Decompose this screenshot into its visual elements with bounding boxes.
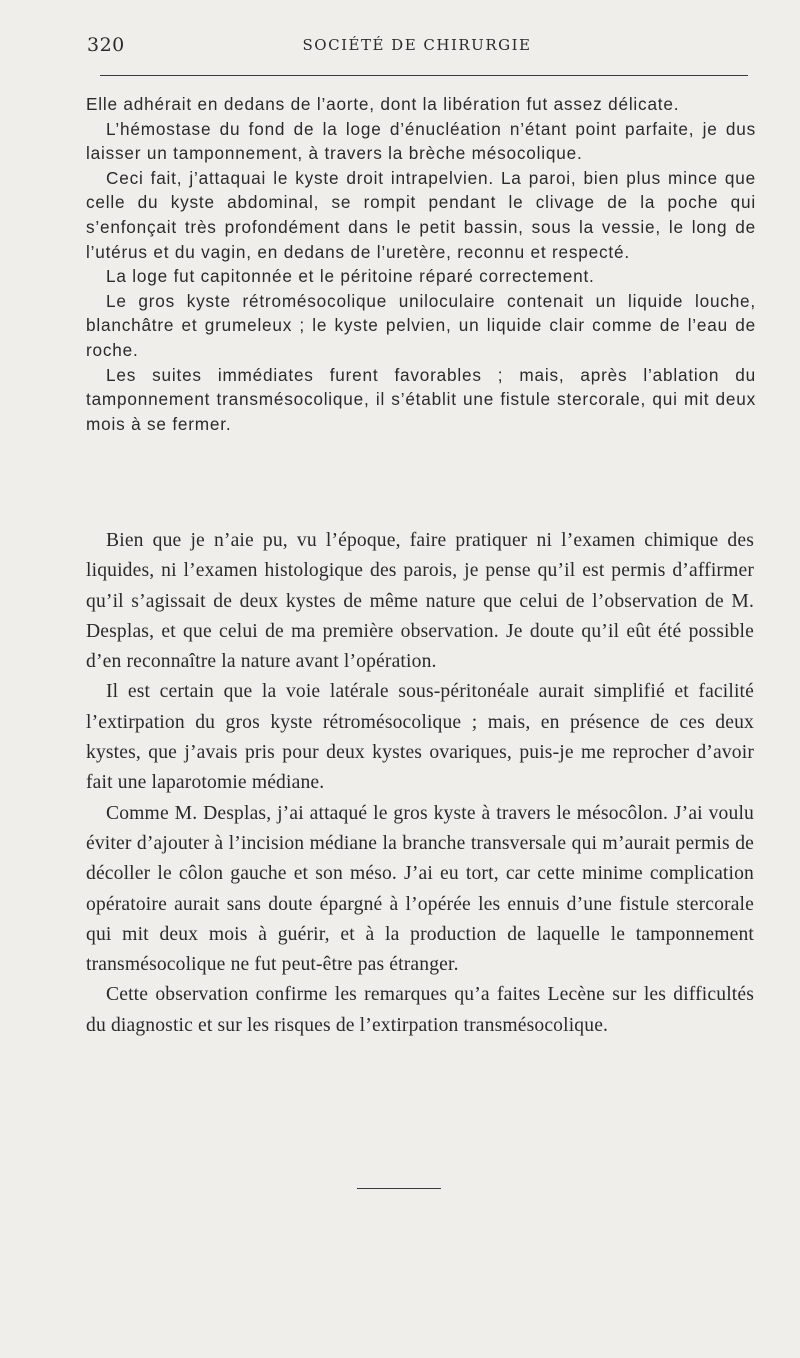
paragraph: Bien que je n’aie pu, vu l’époque, faire pratiquer ni l’examen chimique des liquides, ni l’examen histologique des parois, je pense qu’il est permis d’affirmer qu’il s’agissait de deux kystes de même nature que celui de l’observation de M. Desplas, et que celui de ma première observation. Je doute qu’il eût été possible d’en reconnaître la nature avant l’opération.: [86, 530, 754, 673]
paragraph: Comme M. Desplas, j’ai attaqué le gros kyste à travers le mésocôlon. J’ai voulu éviter d’ajouter à l’incision médiane la branche transversale qui m’aurait permis de décoller le côlon gauche et son méso. J’ai eu tort, car cette minime complication opératoire aurait sans doute épargné à l’opérée les ennuis d’une fistule stercorale qui mit deux mois à guérir, et à la production de laquelle le tamponnement transmésocolique ne fut peut-être pas étranger.: [86, 802, 754, 976]
paragraph: Le gros kyste rétromésocolique uniloculaire contenait un liquide louche, blanchâtre et grumeleux ; le kyste pelvien, un liquide clair comme de l’eau de roche.: [86, 290, 756, 360]
paragraph: Les suites immédiates furent favorables ; mais, après l’ablation du tamponnement transmésocolique, il s’établit une fistule stercorale, qui mit deux mois à se fermer.: [86, 364, 756, 434]
header-rule: [100, 75, 748, 76]
paragraph: La loge fut capitonnée et le péritoine réparé correctement.: [106, 266, 595, 287]
running-head: SOCIÉTÉ DE CHIRURGIE: [302, 36, 532, 54]
page-number: 320: [87, 34, 125, 56]
paragraph: Cette observation confirme les remarques qu’a faites Lecène sur les difficultés du diagnostic et sur les risques de l’extirpation transmésocolique.: [86, 984, 754, 1036]
case-report-text: [86, 92, 756, 436]
paragraph: Il est certain que la voie latérale sous-péritonéale aurait simplifié et facilité l’extirpation du gros kyste rétromésocolique ; mais, en présence de ces deux kystes, que j’avais pris pour deux kystes ovariques, puis-je me reprocher d’avoir fait une laparotomie médiane.: [86, 681, 754, 794]
paragraph: Elle adhérait en dedans de l’aorte, dont la libération fut assez délicate.: [86, 94, 680, 114]
discussion-text: [86, 526, 754, 1041]
paragraph: Ceci fait, j’attaquai le kyste droit intrapelvien. La paroi, bien plus mince que celle du kyste abdominal, se rompit pendant le clivage de la poche qui s’enfonçait très profondément dans le petit bassin, sous la vessie, le long de l’utérus et du vagin, en dedans de l’uretère, reconnu et respecté.: [86, 167, 756, 262]
paragraph: L’hémostase du fond de la loge d’énucléation n’étant point parfaite, je dus laisser un tamponnement, à travers la brèche mésocolique.: [86, 118, 756, 164]
section-end-rule: [357, 1188, 441, 1189]
page-header: [87, 34, 747, 60]
